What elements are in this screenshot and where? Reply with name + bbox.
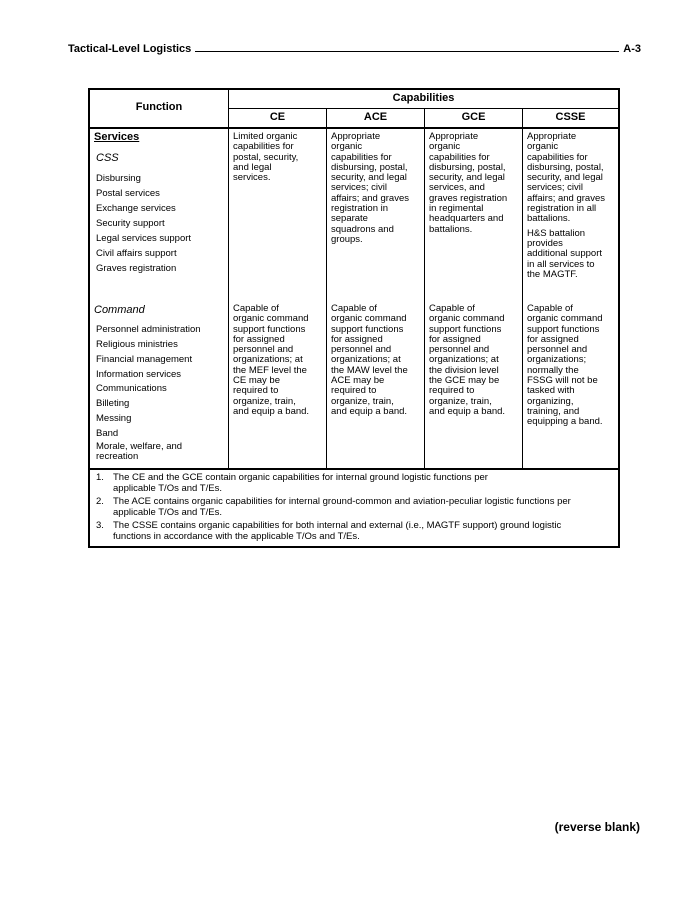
function-item: Personnel administration [96, 324, 201, 335]
function-item: Exchange services [96, 203, 176, 214]
function-item: Disbursing [96, 173, 141, 184]
col-header-csse: CSSE [555, 111, 586, 123]
services-ce-cell: Limited organic capabilities for postal, security, and legal services. [233, 131, 299, 184]
function-item: Religious ministries [96, 339, 178, 350]
table-note-1: 1. The CE and the GCE contain organic capabilities for internal ground logistic functions per applicable T/Os and T/Es. [96, 472, 488, 494]
function-item: Band [96, 428, 119, 439]
command-csse-cell: Capable of organic command support functions for assigned personnel and organizations; normally the FSSG will not be tasked with organizing, training, and equipping a band. [527, 303, 603, 428]
col-header-ce: CE [269, 111, 286, 123]
command-gce-cell: Capable of organic command support functions for assigned personnel and organizations; at the division level the GCE may be required to organize, train, and equip a band. [429, 303, 506, 417]
capabilities-table [88, 88, 620, 548]
function-item: Legal services support [96, 233, 192, 244]
page-number: A-3 [619, 43, 641, 55]
col-divider-1 [326, 108, 327, 468]
function-item: Billeting [96, 398, 130, 409]
csse-extra-note: H&S battalion provides additional support in all services to the MAGTF. [527, 227, 602, 280]
function-divider [228, 90, 229, 468]
running-header [68, 43, 641, 59]
notes-top-rule [90, 468, 618, 470]
function-item: Civil affairs support [96, 248, 177, 259]
col-divider-2 [424, 108, 425, 468]
function-item: Financial management [96, 354, 193, 365]
function-item: Graves registration [96, 263, 177, 274]
function-item: Morale, welfare, and recreation [96, 441, 183, 463]
function-item: Communications [96, 383, 167, 394]
command-ace-cell: Capable of organic command support functions for assigned personnel and organizations; at the MAW level the ACE may be required to organize, train, and equip a band. [331, 303, 408, 417]
services-csse-cell: Appropriate organic capabilities for disbursing, postal, security, and legal services; civil affairs; and graves registration in all battalions. H&S battalion provides additional support in all services to the MAGTF. [527, 132, 619, 280]
reverse-blank-label: (reverse blank) [554, 820, 640, 834]
command-ce-cell: Capable of organic command support functions for assigned personnel and organizations; at the MEF level the CE may be required to organize, train, and equip a band. [233, 303, 310, 417]
css-subheading: CSS [96, 152, 119, 164]
function-item: Security support [96, 218, 165, 229]
table-note-2: 2. The ACE contains organic capabilities for internal ground-common and aviation-peculiar logistic functions per applicable T/Os and T/Es. [96, 496, 571, 518]
col-header-gce: GCE [461, 111, 486, 123]
function-item: Information services [96, 369, 182, 380]
function-item: Postal services [96, 188, 160, 199]
header-title: Tactical-Level Logistics [68, 43, 195, 55]
header-bottom-rule [90, 127, 618, 129]
services-gce-cell: Appropriate organic capabilities for disbursing, postal, security, and legal services, and graves registration in regimental headquarters and battalions. [429, 131, 508, 235]
function-header: Function [135, 101, 183, 113]
capabilities-header: Capabilities [392, 92, 455, 104]
col-header-ace: ACE [363, 111, 388, 123]
services-ace-cell: Appropriate organic capabilities for disbursing, postal, security, and legal services; civil affairs; and graves registration in separate squadrons and groups. [331, 131, 409, 245]
command-subheading: Command [94, 304, 145, 316]
col-divider-3 [522, 108, 523, 468]
function-item: Messing [96, 413, 132, 424]
services-heading: Services [94, 131, 140, 143]
table-note-3: 3. The CSSE contains organic capabilities for both internal and external (i.e., MAGTF support) ground logistic functions in accordance with the applicable T/Os and T/Es. [96, 520, 562, 542]
